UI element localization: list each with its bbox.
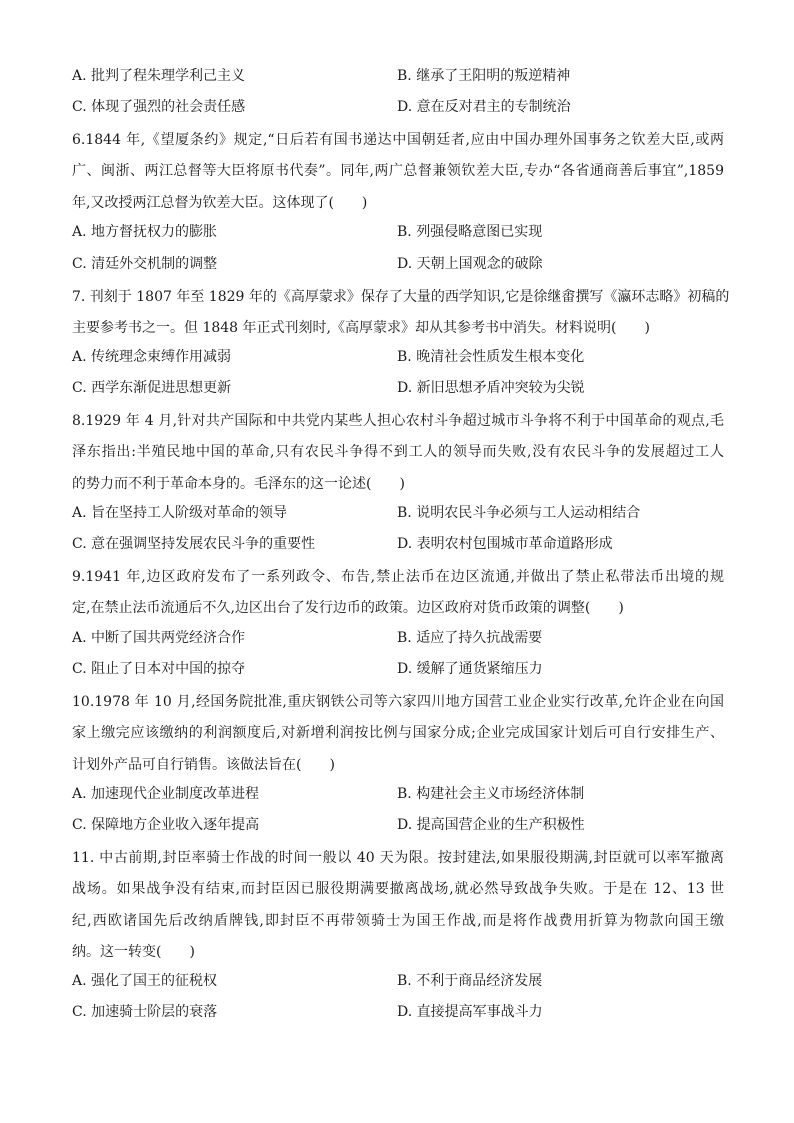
q6-stem <box>72 125 724 219</box>
q7-option-c[interactable]: C. 西学东渐促进思想更新 <box>72 380 232 396</box>
q10-option-b[interactable]: B. 构建社会主义市场经济体制 <box>397 786 585 802</box>
q8-stem-line-3: 的势力而不利于革命本身的。毛泽东的这一论述( ) <box>72 475 405 492</box>
q10-stem-line-1: 10.1978 年 10 月,经国务院批准,重庆钢铁公司等六家四川地方国营工业企业实行改革,允许企业在向国 <box>72 694 724 710</box>
q7-option-b[interactable]: B. 晚清社会性质发生根本变化 <box>397 349 585 365</box>
q9-options-row-2 <box>72 657 732 681</box>
q6-option-b[interactable]: B. 列强侵略意图已实现 <box>397 224 543 240</box>
q5-option-c[interactable]: C. 体现了强烈的社会责任感 <box>72 99 246 115</box>
q8-option-b[interactable]: B. 说明农民斗争必须与工人运动相结合 <box>397 505 641 521</box>
q7-options-row-2 <box>72 376 732 400</box>
q8-stem <box>72 406 724 500</box>
q8-option-a[interactable]: A. 旨在坚持工人阶级对革命的领导 <box>72 505 288 521</box>
q6-options-row-1 <box>72 220 732 244</box>
q10-option-c[interactable]: C. 保障地方企业收入逐年提高 <box>72 817 260 833</box>
q11-stem-line-3: 纪,西欧诸国先后改纳盾牌钱,即封臣不再带领骑士为国王作战,而是将作战费用折算为物款向国王缴 <box>72 912 724 929</box>
q5-options-row-2 <box>72 95 732 119</box>
q9-stem-line-1: 9.1941 年,边区政府发布了一系列政令、布告,禁止法币在边区流通,并做出了禁止私带法币出境的规 <box>72 569 724 585</box>
q7-stem <box>72 282 730 345</box>
q9-stem-line-2: 定,在禁止法币流通后不久,边区出台了发行边币的政策。边区政府对货币政策的调整( ) <box>72 600 624 617</box>
q11-option-c[interactable]: C. 加速骑士阶层的衰落 <box>72 1004 218 1020</box>
q7-option-d[interactable]: D. 新旧思想矛盾冲突较为尖锐 <box>397 380 585 396</box>
q7-stem-line-2: 主要参考书之一。但 1848 年正式刊刻时,《高厚蒙求》却从其参考书中消失。材料说明( ) <box>72 320 650 337</box>
q5-options-row-1 <box>72 64 732 88</box>
q9-option-d[interactable]: D. 缓解了通货紧缩压力 <box>397 661 543 677</box>
q11-option-b[interactable]: B. 不利于商品经济发展 <box>397 973 543 989</box>
q11-stem <box>72 843 724 968</box>
q9-option-a[interactable]: A. 中断了国共两党经济合作 <box>72 630 246 646</box>
q5-option-b[interactable]: B. 继承了王阳明的叛逆精神 <box>397 68 571 84</box>
q6-stem-line-2: 广、闽浙、两江总督等大臣将原书代奏”。同年,两广总督兼领钦差大臣,专办“各省通商善后事宜”,1859 <box>72 163 724 180</box>
q6-stem-line-1: 6.1844 年,《望厦条约》规定,“日后若有国书递达中国朝廷者,应由中国办理外国事务之钦差大臣,或两 <box>72 132 724 148</box>
q7-option-a[interactable]: A. 传统理念束缚作用减弱 <box>72 349 232 365</box>
q6-option-c[interactable]: C. 清廷外交机制的调整 <box>72 256 218 272</box>
q8-option-c[interactable]: C. 意在强调坚持发展农民斗争的重要性 <box>72 536 316 552</box>
q5-option-d[interactable]: D. 意在反对君主的专制统治 <box>397 99 571 115</box>
q11-stem-line-1: 11. 中古前期,封臣率骑士作战的时间一般以 40 天为限。按封建法,如果服役期满,封臣就可以率军撤离 <box>72 850 724 866</box>
q10-options-row-2 <box>72 813 732 837</box>
q8-options-row-1 <box>72 501 732 525</box>
q10-stem-line-2: 家上缴完应该缴纳的利润额度后,对新增利润按比例与国家分成;企业完成国家计划后可自行安排生产、 <box>72 725 724 742</box>
q6-option-d[interactable]: D. 天朝上国观念的破除 <box>397 256 543 272</box>
q10-option-d[interactable]: D. 提高国营企业的生产积极性 <box>397 817 585 833</box>
q8-options-row-2 <box>72 532 732 556</box>
q11-stem-line-4: 纳。这一转变( ) <box>72 943 195 960</box>
q11-option-d[interactable]: D. 直接提高军事战斗力 <box>397 1004 543 1020</box>
q9-option-b[interactable]: B. 适应了持久抗战需要 <box>397 630 543 646</box>
q11-options-row-1 <box>72 969 732 993</box>
q5-option-a[interactable]: A. 批判了程朱理学利己主义 <box>72 68 246 84</box>
q6-stem-line-3: 年,又改授两江总督为钦差大臣。这体现了( ) <box>72 194 368 211</box>
q9-stem <box>72 562 724 625</box>
q8-stem-line-2: 泽东指出:半殖民地中国的革命,只有农民斗争得不到工人的领导而失败,没有农民斗争的发展超过工人 <box>72 444 724 461</box>
q9-option-c[interactable]: C. 阻止了日本对中国的掠夺 <box>72 661 246 677</box>
q9-options-row-1 <box>72 626 732 650</box>
q10-stem-line-3: 计划外产品可自行销售。该做法旨在( ) <box>72 756 335 773</box>
q11-options-row-2 <box>72 1000 732 1024</box>
q8-option-d[interactable]: D. 表明农村包围城市革命道路形成 <box>397 536 613 552</box>
q10-stem <box>72 687 724 781</box>
q6-options-row-2 <box>72 252 732 276</box>
q7-stem-line-1: 7. 刊刻于 1807 年至 1829 年的《高厚蒙求》保存了大量的西学知识,它是徐继畬撰写《瀛环志略》初稿的 <box>72 289 730 305</box>
q10-option-a[interactable]: A. 加速现代企业制度改革进程 <box>72 786 260 802</box>
q6-option-a[interactable]: A. 地方督抚权力的膨胀 <box>72 224 218 240</box>
q11-stem-line-2: 战场。如果战争没有结束,而封臣因已服役期满要撤离战场,就必然导致战争失败。于是在 12、13 世 <box>72 881 724 898</box>
q8-stem-line-1: 8.1929 年 4 月,针对共产国际和中共党内某些人担心农村斗争超过城市斗争将不利于中国革命的观点,毛 <box>72 413 724 429</box>
q11-option-a[interactable]: A. 强化了国王的征税权 <box>72 973 218 989</box>
q10-options-row-1 <box>72 782 732 806</box>
q7-options-row-1 <box>72 345 732 369</box>
